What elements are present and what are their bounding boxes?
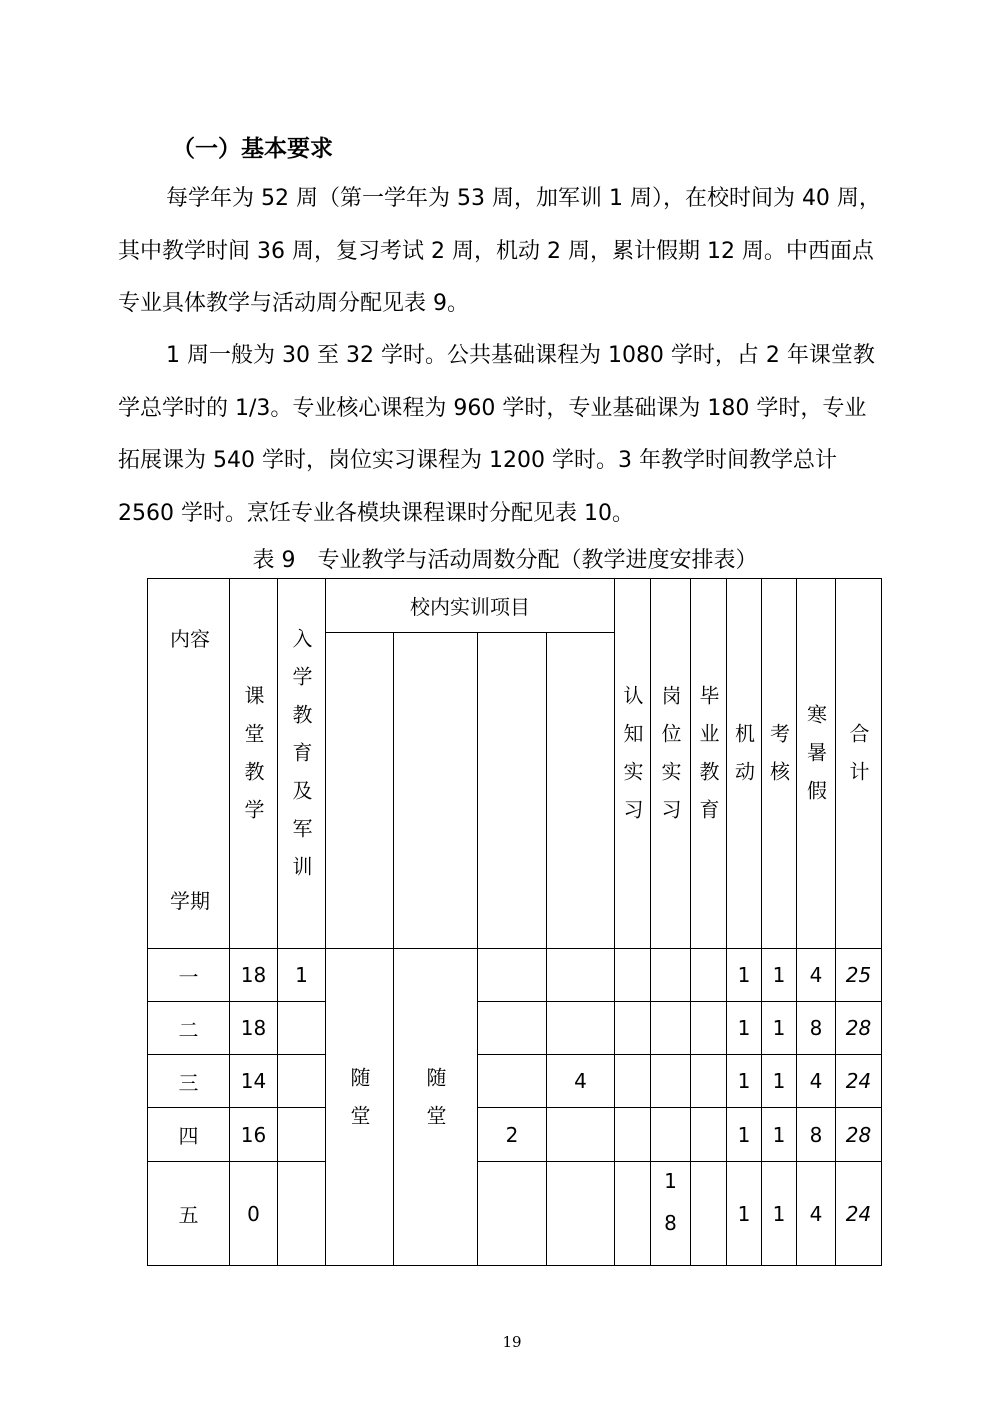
cell-exam: 1 [762, 1055, 797, 1108]
cell-flexible: 1 [727, 1002, 762, 1055]
cell-cognition [615, 949, 651, 1002]
section-heading: （一）基本要求 [172, 136, 333, 162]
cell-term: 四 [148, 1108, 230, 1162]
cell-vacation: 4 [797, 949, 836, 1002]
cell-classroom: 16 [230, 1108, 278, 1162]
header-flexible: 机动 [727, 579, 762, 949]
cell-post-internship [651, 949, 691, 1002]
cell-flexible: 1 [727, 949, 762, 1002]
cell-vacation: 8 [797, 1108, 836, 1162]
cell-entrance [278, 1108, 326, 1162]
table-row [148, 1108, 882, 1162]
header-vacation: 寒暑假 [797, 579, 836, 949]
cell-total: 28 [836, 1002, 882, 1055]
cell-term: 一 [148, 949, 230, 1002]
cell-cognition [615, 1055, 651, 1108]
paragraph-line: 1 周一般为 30 至 32 学时。公共基础课程为 1080 学时，占 2 年课堂教 [166, 343, 875, 368]
header-exam: 考核 [762, 579, 797, 949]
cell-post-internship [651, 1055, 691, 1108]
header-cognition: 认知实习 [615, 579, 651, 949]
table-caption: 表 9 专业教学与活动周数分配（教学进度安排表） [252, 548, 758, 573]
cell-training-3 [478, 1055, 547, 1108]
table-row [148, 949, 882, 1002]
cell-training-3 [478, 949, 547, 1002]
cell-training-4 [547, 949, 615, 1002]
header-training-2 [394, 633, 478, 949]
cell-total: 24 [836, 1162, 882, 1266]
cell-exam: 1 [762, 1002, 797, 1055]
schedule-table [147, 578, 882, 1266]
table-row [148, 1002, 882, 1055]
paragraph-line: 学总学时的 1/3。专业核心课程为 960 学时，专业基础课为 180 学时，专业 [118, 395, 867, 421]
cell-post-internship [651, 1002, 691, 1055]
header-corner-cell [148, 579, 230, 949]
cell-graduation [691, 1055, 727, 1108]
paragraph-line: 其中教学时间 36 周，复习考试 2 周，机动 2 周，累计假期 12 周。中西面点 [118, 238, 874, 264]
cell-entrance: 1 [278, 949, 326, 1002]
header-total: 合计 [836, 579, 882, 949]
cell-graduation [691, 1002, 727, 1055]
header-training-4 [547, 633, 615, 949]
cell-entrance [278, 1055, 326, 1108]
corner-label-content: 内容 [170, 627, 210, 651]
cell-classroom: 14 [230, 1055, 278, 1108]
cell-term: 二 [148, 1002, 230, 1055]
cell-post-internship: 18 [651, 1162, 691, 1266]
corner-label-term: 学期 [170, 889, 210, 913]
cell-training-2-merged: 随堂 [394, 949, 478, 1266]
cell-cognition [615, 1108, 651, 1162]
cell-term: 五 [148, 1162, 230, 1266]
paragraph-line: 2560 学时。烹饪专业各模块课程课时分配见表 10。 [118, 500, 634, 526]
cell-graduation [691, 1162, 727, 1266]
cell-classroom: 0 [230, 1162, 278, 1266]
cell-training-3 [478, 1002, 547, 1055]
cell-training-3: 2 [478, 1108, 547, 1162]
cell-training-4 [547, 1108, 615, 1162]
cell-term: 三 [148, 1055, 230, 1108]
cell-training-4 [547, 1162, 615, 1266]
cell-graduation [691, 949, 727, 1002]
table-row [148, 1162, 882, 1266]
cell-training-4: 4 [547, 1055, 615, 1108]
header-post-internship: 岗位实习 [651, 579, 691, 949]
paragraph-hours [118, 330, 908, 540]
cell-total: 24 [836, 1055, 882, 1108]
cell-flexible: 1 [727, 1108, 762, 1162]
cell-flexible: 1 [727, 1162, 762, 1266]
cell-classroom: 18 [230, 949, 278, 1002]
cell-total: 28 [836, 1108, 882, 1162]
cell-exam: 1 [762, 949, 797, 1002]
cell-total: 25 [836, 949, 882, 1002]
cell-entrance [278, 1002, 326, 1055]
cell-training-4 [547, 1002, 615, 1055]
header-training-3 [478, 633, 547, 949]
cell-graduation [691, 1108, 727, 1162]
cell-flexible: 1 [727, 1055, 762, 1108]
cell-classroom: 18 [230, 1002, 278, 1055]
header-row [148, 579, 882, 633]
cell-exam: 1 [762, 1108, 797, 1162]
cell-training-1-merged: 随堂 [326, 949, 394, 1266]
cell-vacation: 4 [797, 1162, 836, 1266]
header-classroom: 课堂教学 [230, 579, 278, 949]
paragraph-weeks [118, 173, 908, 331]
cell-exam: 1 [762, 1162, 797, 1266]
cell-post-internship [651, 1108, 691, 1162]
cell-training-3 [478, 1162, 547, 1266]
header-graduation: 毕业教育 [691, 579, 727, 949]
header-training-group: 校内实训项目 [326, 579, 615, 633]
header-training-1 [326, 633, 394, 949]
paragraph-line: 专业具体教学与活动周分配见表 9。 [118, 291, 469, 316]
cell-vacation: 4 [797, 1055, 836, 1108]
cell-cognition [615, 1002, 651, 1055]
header-entrance: 入学教育及军训 [278, 579, 326, 949]
table-row [148, 1055, 882, 1108]
paragraph-line: 每学年为 52 周（第一学年为 53 周，加军训 1 周），在校时间为 40 周， [166, 186, 881, 211]
cell-vacation: 8 [797, 1002, 836, 1055]
paragraph-line: 拓展课为 540 学时，岗位实习课程为 1200 学时。3 年教学时间教学总计 [118, 448, 837, 473]
cell-entrance [278, 1162, 326, 1266]
page-number: 19 [502, 1333, 522, 1351]
cell-cognition [615, 1162, 651, 1266]
